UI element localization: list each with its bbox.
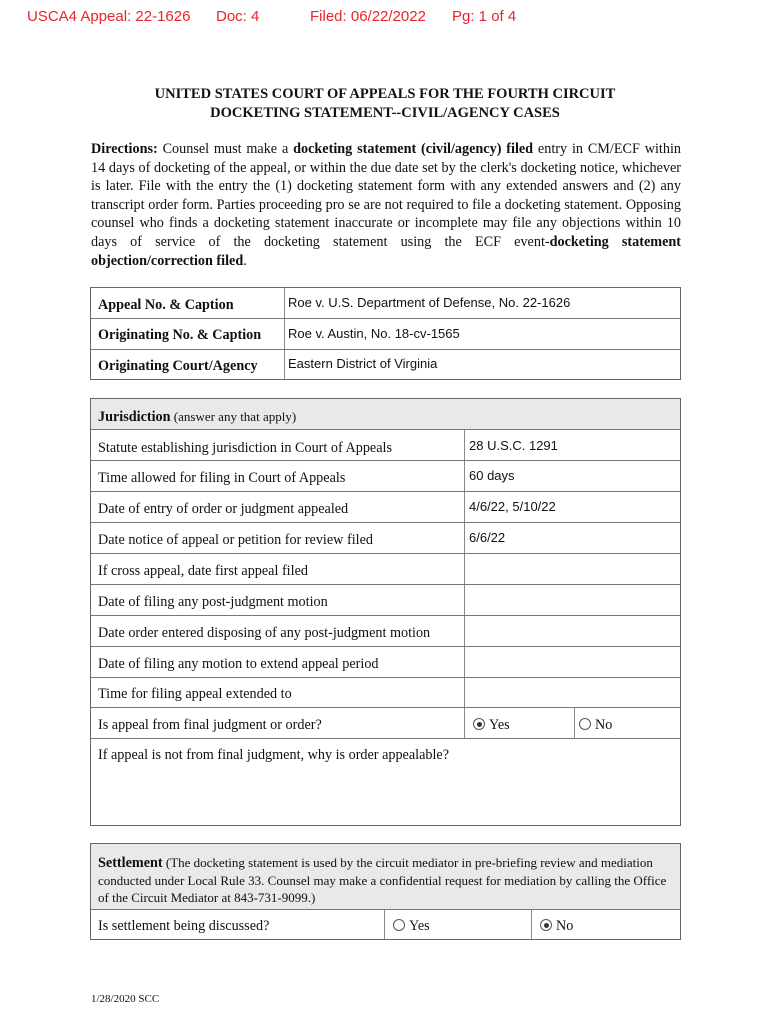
- case-number: USCA4 Appeal: 22-1626: [27, 8, 191, 25]
- radio-selected-icon: [473, 718, 485, 730]
- directions-paragraph: Directions: Counsel must make a docketing statement (civil/agency) filed entry in CM/ECF within 14 days of docketing of the appeal, or within the due date set by the clerk's docketing notice, whichever is later. File with the entry the (1) docketing statement form with any extended answers and (2) any transcript order form. Parties proceeding pro se are not required to file a docketing statement. Opposing counsel who finds a docketing statement inaccurate or incomplete may file any objections within 10 days of service of the docketing statement using the ECF event-docketing statement objection/correction filed.: [91, 141, 681, 269]
- appeal-caption-field[interactable]: Roe v. U.S. Department of Defense, No. 22-1626: [288, 295, 571, 310]
- statute-field[interactable]: 28 U.S.C. 1291: [469, 438, 558, 453]
- radio-selected-icon: [540, 919, 552, 931]
- page-number: Pg: 1 of 4: [452, 8, 517, 25]
- originating-court-field[interactable]: Eastern District of Virginia: [288, 356, 438, 371]
- page-title: UNITED STATES COURT OF APPEALS FOR THE FOURTH CIRCUIT: [154, 86, 616, 102]
- settlement-question-row: Is settlement being discussed? Yes No: [98, 918, 574, 934]
- not-final-row: If appeal is not from final judgment, why is order appealable?: [91, 739, 680, 825]
- originating-caption-field[interactable]: Roe v. Austin, No. 18-cv-1565: [288, 326, 460, 341]
- caption-row-originating: Originating No. & Caption Roe v. Austin, No. 18-cv-1565: [91, 319, 680, 350]
- caption-row-appeal: Appeal No. & Caption Roe v. U.S. Department of Defense, No. 22-1626: [91, 288, 680, 319]
- jurisdiction-row: Date notice of appeal or petition for review filed 6/6/22: [91, 523, 680, 554]
- directions-label: Directions:: [91, 141, 158, 157]
- not-final-answer-field[interactable]: [91, 769, 680, 825]
- time-allowed-field[interactable]: 60 days: [469, 468, 515, 483]
- final-judgment-row: Is appeal from final judgment or order? Yes No: [91, 708, 680, 739]
- caption-table: [90, 287, 681, 380]
- doc-number: Doc: 4: [216, 8, 260, 25]
- jurisdiction-row: Statute establishing jurisdiction in Court of Appeals 28 U.S.C. 1291: [91, 430, 680, 461]
- final-yes-radio[interactable]: Yes: [473, 717, 510, 734]
- judgment-date-field[interactable]: 4/6/22, 5/10/22: [469, 499, 556, 514]
- notice-date-field[interactable]: 6/6/22: [469, 530, 506, 545]
- settlement-yes-radio[interactable]: Yes: [393, 918, 430, 935]
- filed-date: Filed: 06/22/2022: [310, 8, 426, 25]
- jurisdiction-row: Date of entry of order or judgment appealed 4/6/22, 5/10/22: [91, 492, 680, 523]
- jurisdiction-row: Date of filing any motion to extend appeal period: [91, 647, 680, 678]
- radio-empty-icon: [393, 919, 405, 931]
- jurisdiction-row: Time allowed for filing in Court of Appeals 60 days: [91, 461, 680, 492]
- settlement-heading-row: Settlement (The docketing statement is used by the circuit mediator in pre-briefing review and mediation conducted under Local Rule 33. Counsel may make a confidential request for mediation by calling the Office of the Circuit Mediator at 843-731-9099.): [91, 844, 680, 910]
- jurisdiction-row: If cross appeal, date first appeal filed: [91, 554, 680, 585]
- settlement-heading: Settlement: [98, 855, 163, 871]
- jurisdiction-row: Date of filing any post-judgment motion: [91, 585, 680, 616]
- final-no-radio[interactable]: No: [579, 717, 612, 734]
- radio-empty-icon: [579, 718, 591, 730]
- page-subtitle: DOCKETING STATEMENT--CIVIL/AGENCY CASES: [210, 105, 560, 121]
- settlement-no-radio[interactable]: No: [540, 918, 573, 935]
- settlement-table: [90, 843, 681, 940]
- jurisdiction-row: Time for filing appeal extended to: [91, 678, 680, 708]
- jurisdiction-row: Date order entered disposing of any post-judgment motion: [91, 616, 680, 647]
- jurisdiction-heading: Jurisdiction: [98, 409, 171, 425]
- form-revision-footer: 1/28/2020 SCC: [91, 993, 160, 1005]
- jurisdiction-heading-row: Jurisdiction (answer any that apply): [91, 399, 680, 430]
- caption-row-court: Originating Court/Agency Eastern District of Virginia: [98, 356, 438, 374]
- jurisdiction-table: [90, 398, 681, 826]
